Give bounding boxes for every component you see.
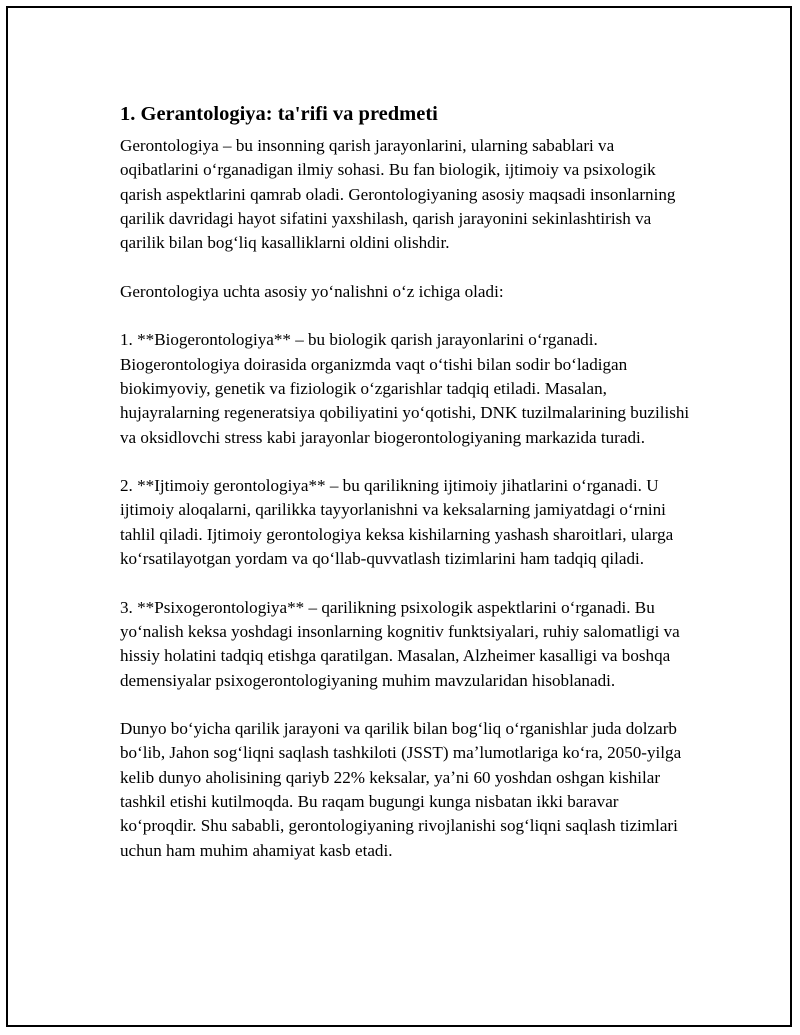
paragraph-psychogerontology: 3. **Psixogerontologiya** – qarilikning psixologik aspektlarini oʻrganadi. Bu yoʻnalish keksa yoshdagi insonlarning kognitiv funktsiyalari, ruhiy salomatligi va hissiy holatini tadqiq etishga qaratilgan. Masalan, Alzheimer kasalligi va boshqa demensiyalar psixogerontologiyaning muhim mavzularidan hisoblanadi.: [120, 597, 680, 690]
section-heading: 1. Gerantologiya: ta'rifi va predmeti: [120, 103, 438, 125]
paragraph-world-statistics: Dunyo boʻyicha qarilik jarayoni va qarilik bilan bogʻliq oʻrganishlar juda dolzarb boʻlib, Jahon sogʻliqni saqlash tashkiloti (JSST) maʼlumotlariga koʻra, 2050-yilga kelib dunyo aholisining qariyb 22% keksalar, yaʼni 60 yoshdan oshgan kishilar tashkil etishi kutilmoqda. Bu raqam bugungi kunga nisbatan ikki baravar koʻproqdir. Shu sababli, gerontologiyaning rivojlanishi sogʻliqni saqlash tizimlari uchun ham muhim ahamiyat kasb etadi.: [120, 719, 682, 860]
document-body: [120, 100, 696, 863]
paragraph-social-gerontology: 2. **Ijtimoiy gerontologiya** – bu qarilikning ijtimoiy jihatlarini oʻrganadi. U ijtimoiy aloqalarni, qarilikka tayyorlanishni va keksalarning jamiyatdagi oʻrnini tahlil qiladi. Ijtimoiy gerontologiya keksa kishilarning yashash sharoitlari, ularga koʻrsatilayotgan yordam va qoʻllab-quvvatlash tizimlarini ham tadqiq qiladi.: [120, 476, 674, 569]
paragraph-directions-intro: Gerontologiya uchta asosiy yoʻnalishni oʻz ichiga oladi:: [120, 281, 504, 301]
page-frame: [6, 6, 792, 1027]
paragraph-definition: Gerontologiya – bu insonning qarish jarayonlarini, ularning sabablari va oqibatlarini oʻrganadigan ilmiy sohasi. Bu fan biologik, ijtimoiy va psixologik qarish aspektlarini qamrab oladi. Gerontologiyaning asosiy maqsadi insonlarning qarilik davridagi hayot sifatini yaxshilash, qarish jarayonini sekinlashtirish va qarilik bilan bogʻliq kasalliklarni oldini olishdir.: [120, 136, 676, 253]
paragraph-biogerontology: 1. **Biogerontologiya** – bu biologik qarish jarayonlarini oʻrganadi. Biogerontologiya doirasida organizmda vaqt oʻtishi bilan sodir boʻladigan biokimyoviy, genetik va fiziologik oʻzgarishlar tadqiq etiladi. Masalan, hujayralarning regeneratsiya qobiliyatini yoʻqotishi, DNK tuzilmalarining buzilishi va oksidlovchi stress kabi jarayonlar biogerontologiyaning markazida turadi.: [120, 330, 690, 447]
